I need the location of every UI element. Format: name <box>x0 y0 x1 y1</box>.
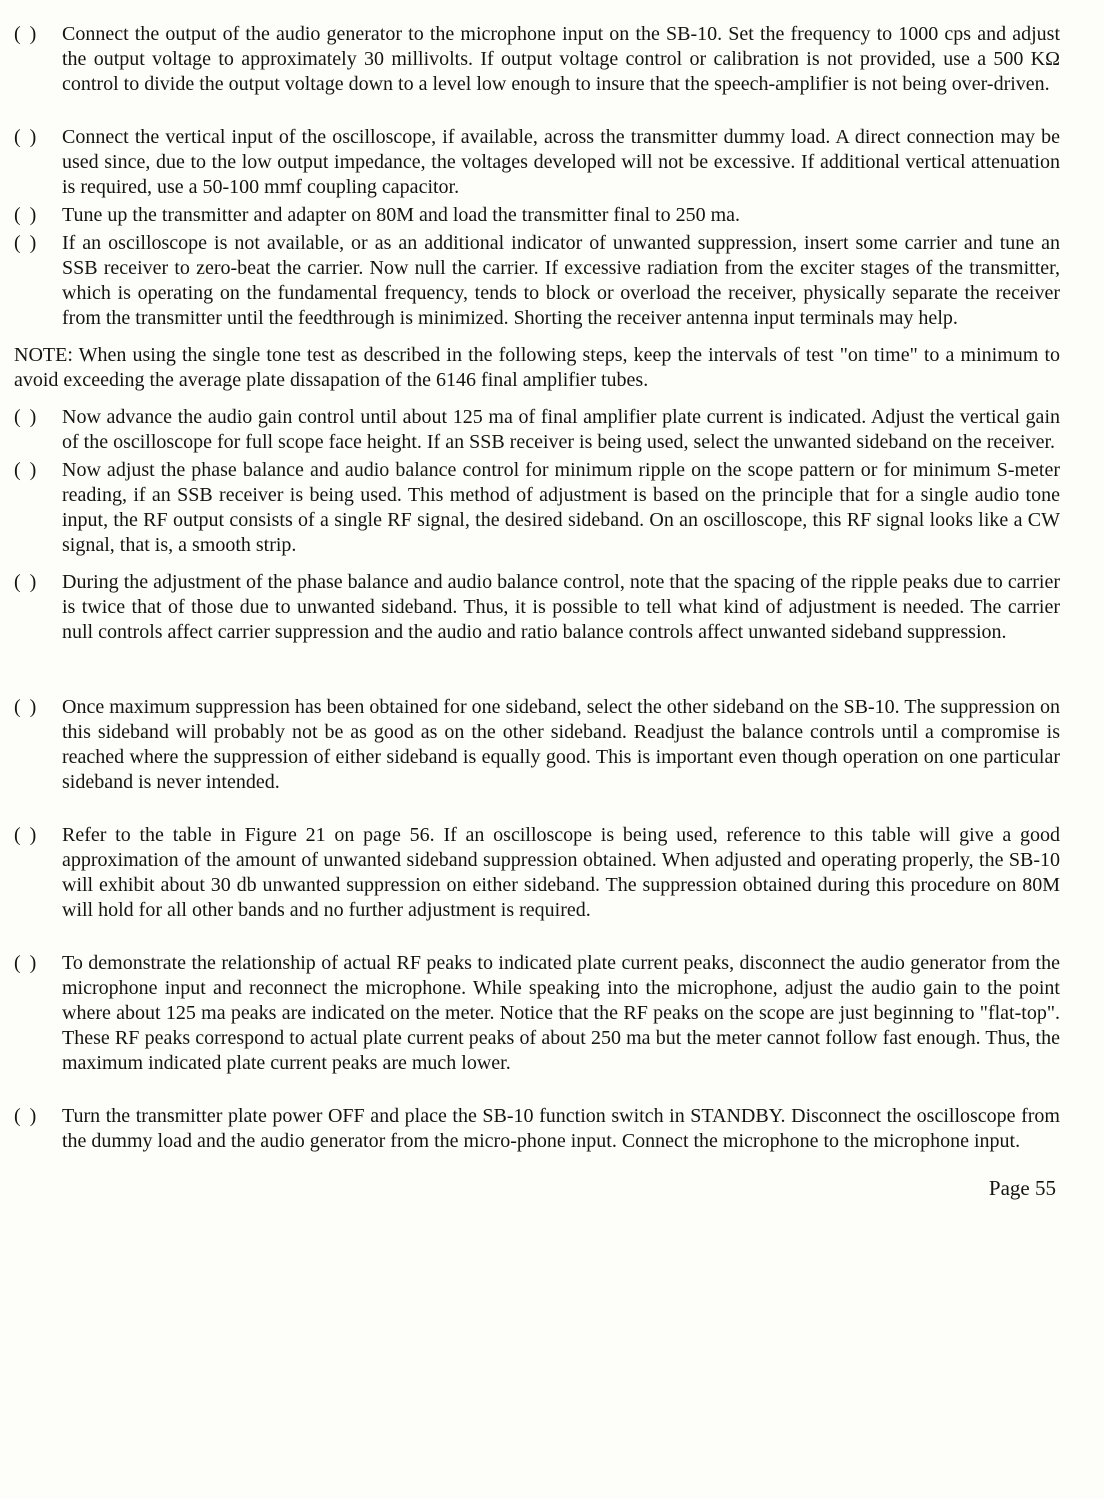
checklist-item-11 <box>14 1104 1060 1154</box>
checklist-item-4 <box>14 231 1060 331</box>
checklist-item-text: Now advance the audio gain control until about 125 ma of final amplifier plate current is indicated. Adjust the vertical gain of the oscilloscope for full scope face height. If an SSB receiver is being used, select the unwanted sideband on the receiver. <box>62 406 1060 453</box>
checklist-item-2 <box>14 125 1060 200</box>
checkbox-marker: ( ) <box>14 23 39 45</box>
checkbox-marker: ( ) <box>14 571 39 593</box>
checklist-item-9 <box>14 823 1060 923</box>
checkbox-marker: ( ) <box>14 406 39 428</box>
checkbox-marker: ( ) <box>14 824 39 846</box>
checklist-item-text: Tune up the transmitter and adapter on 80M and load the transmitter final to 250 ma. <box>62 204 740 226</box>
checkbox-marker: ( ) <box>14 232 39 254</box>
checklist-item-text: If an oscilloscope is not available, or as an additional indicator of unwanted suppression, insert some carrier and tune an SSB receiver to zero-beat the carrier. Now null the carrier. If excessive radiation from the exciter stages of the transmitter, which is operating on the fundamental frequency, tends to block or overload the receiver, physically separate the receiver from the transmitter until the feedthrough is minimized. Shorting the receiver antenna input terminals may help. <box>62 232 1060 329</box>
checkbox-marker: ( ) <box>14 952 39 974</box>
note-text: NOTE: When using the single tone test as described in the following steps, keep the intervals of test "on time" to a minimum to avoid exceeding the average plate dissapation of the 6146 final amplifier tubes. <box>14 344 1060 391</box>
checklist-item-6 <box>14 458 1060 558</box>
checklist-item-text: Once maximum suppression has been obtained for one sideband, select the other sideband on the SB-10. The suppression on this sideband will probably not be as good as on the other sideband. Readjust the balance controls until a compromise is reached where the suppression of either sideband is equally good. This is important even though operation on one particular sideband is never intended. <box>62 696 1060 793</box>
checklist-item-text: Turn the transmitter plate power OFF and place the SB-10 function switch in STANDBY. Disconnect the oscilloscope from the dummy load and the audio generator from the micro-phone input. Connect the microphone to the microphone input. <box>62 1105 1060 1152</box>
checklist-item-text: To demonstrate the relationship of actual RF peaks to indicated plate current peaks, disconnect the audio generator from the microphone input and reconnect the microphone. While speaking into the microphone, adjust the audio gain to the point where about 125 ma peaks are indicated on the meter. Notice that the RF peaks on the scope are just beginning to "flat-top". These RF peaks correspond to actual plate current peaks of about 250 ma but the meter cannot follow fast enough. Thus, the maximum indicated plate current peaks are much lower. <box>62 952 1060 1074</box>
checklist-item-text: Refer to the table in Figure 21 on page 56. If an oscilloscope is being used, reference to this table will give a good approximation of the amount of unwanted sideband suppression obtained. When adjusted and operating properly, the SB-10 will exhibit about 30 db unwanted suppression on either sideband. The suppression obtained during this procedure on 80M will hold for all other bands and no further adjustment is required. <box>62 824 1060 921</box>
note-block <box>14 343 1060 393</box>
checkbox-marker: ( ) <box>14 126 39 148</box>
checklist-item-text: During the adjustment of the phase balance and audio balance control, note that the spacing of the ripple peaks due to carrier is twice that of those due to unwanted sideband. Thus, it is possible to tell what kind of adjustment is needed. The carrier null controls affect carrier suppression and the audio and ratio balance controls affect unwanted sideband suppression. <box>62 571 1060 643</box>
checkbox-marker: ( ) <box>14 459 39 481</box>
checklist-item-text: Connect the vertical input of the oscilloscope, if available, across the transmitter dummy load. A direct connection may be used since, due to the low output impedance, the voltages developed will not be excessive. If additional vertical attenuation is required, use a 50-100 mmf coupling capacitor. <box>62 126 1060 198</box>
checklist-item-8 <box>14 695 1060 795</box>
checklist-item-text: Now adjust the phase balance and audio balance control for minimum ripple on the scope pattern or for minimum S-meter reading, if an SSB receiver is being used. This method of adjustment is based on the principle that for a single audio tone input, the RF output consists of a single RF signal, the desired sideband. On an oscilloscope, this RF signal looks like a CW signal, that is, a smooth strip. <box>62 459 1060 556</box>
checkbox-marker: ( ) <box>14 204 39 226</box>
checklist-item-3 <box>14 203 1060 228</box>
checkbox-marker: ( ) <box>14 1105 39 1127</box>
checkbox-marker: ( ) <box>14 696 39 718</box>
page-number: Page 55 <box>988 1176 1056 1200</box>
checklist-item-1 <box>14 22 1060 97</box>
checklist-item-text: Connect the output of the audio generator to the microphone input on the SB-10. Set the frequency to 1000 cps and adjust the output voltage to approximately 30 millivolts. If output voltage control or calibration is not provided, use a 500 KΩ control to divide the output voltage down to a level low enough to insure that the speech-amplifier is not being over-driven. <box>62 23 1060 95</box>
checklist-item-10 <box>14 951 1060 1076</box>
checklist-item-5 <box>14 405 1060 455</box>
checklist-item-7 <box>14 570 1060 645</box>
